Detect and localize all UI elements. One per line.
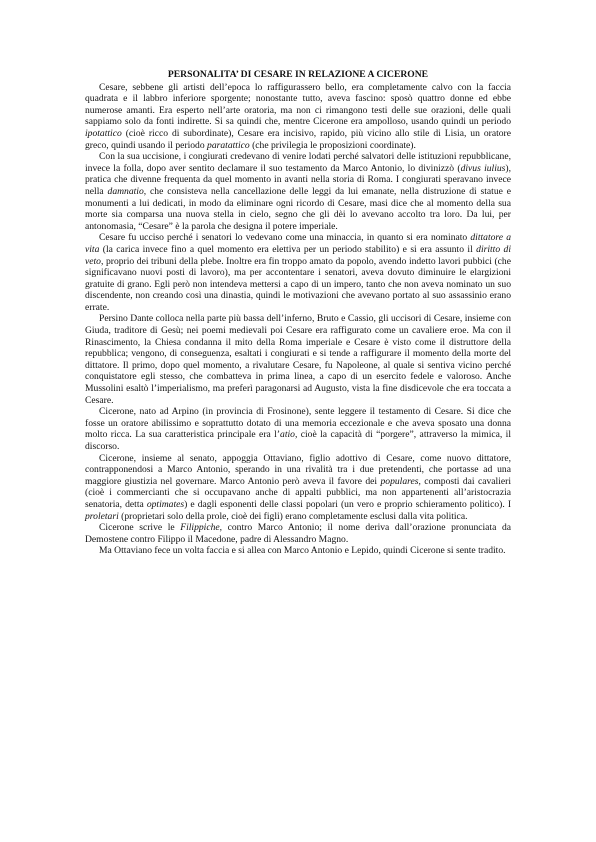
text-run: Cesare fu ucciso perché i senatori lo vedevano come una minaccia, in quanto si era nominato <box>99 232 471 244</box>
text-run: Cicerone, insieme al senato, appoggia Ottaviano, figlio adottivo di Cesare, come nuovo dittatore, contrapponendosi a Marco Antonio, sperando in una rivalità tra i due pretendenti, che portasse ad una maggiore giustizia nel governare. Marco Antonio però aveva il favore dei <box>85 452 511 487</box>
text-run: (la carica invece fino a quel momento era elettiva per un periodo stabilito) e si era assunto il <box>99 243 477 255</box>
text-run: ), pratica che divenne frequenta da quel momento in avanti nella storia di Roma. I congiurati speravano invece nella <box>85 162 511 197</box>
text-run: (cioè ricco di subordinate), Cesare era incisivo, rapido, più vicino allo stile di Lisia, un oratore greco, quindi usando il periodo <box>85 127 511 151</box>
text-run: contro Marco Antonio; il nome deriva dall’orazione pronunciata da Demostene contro Filippo il Macedone, padre di Alessandro Magno. <box>85 522 511 545</box>
paragraph <box>85 406 511 452</box>
text-run: , proprio dei tribuni della plebe. Inoltre era fin troppo amato da popolo, avendo indetto lavori pubbici (che significavano nuovi posti di lavoro), ma per accontentare i senatori, aveva dovuto diminuire le elargizioni gratuite di grano. Egli però non intendeva mettersi a capo di un impero, tanto che non aveva nominato un suo discendente, non creando così una dinastia, quindi le motivazioni che avevano portato al suo assassinio erano errate. <box>85 255 511 313</box>
paragraph <box>85 545 511 557</box>
text-run: (proprietari solo della prole, cioè dei figli) erano completamente esclusi dalla vita politica. <box>118 510 468 522</box>
document-page <box>85 69 511 557</box>
paragraph <box>85 82 511 152</box>
italic-term: damnatio <box>107 185 144 197</box>
text-run: Cicerone, nato ad Arpino (in provincia di Frosinone), sente leggere il testamento di Cesare. Si dice che fosse un oratore abilissimo e soprattutto dotato di una memoria eccezionale e che aveva sposato una donna molto ricca. La sua caratteristica principale era l’ <box>85 406 511 441</box>
italic-term: optimates <box>146 498 185 510</box>
paragraph <box>85 151 511 232</box>
text-run: , cioè la capacità di “porgere”, attraverso la mimica, il discorso. <box>85 429 511 452</box>
italic-term: Filippiche, <box>180 522 223 534</box>
document-title: PERSONALITA’ DI CESARE IN RELAZIONE A CICERONE <box>167 69 429 80</box>
paragraph <box>85 232 511 313</box>
text-run: Con la sua uccisione, i congiurati credevano di venire lodati perché salvatori delle istituzioni repubblicane, invece la folla, dopo aver sentito declamare il suo testamento da Marco Antonio, lo divinizzò ( <box>85 151 511 174</box>
italic-term: dittatore a vita <box>85 232 511 255</box>
text-run: Persino Dante colloca nella parte più bassa dell’inferno, Bruto e Cassio, gli uccisori di Cesare, insieme con Giuda, traditore di Gesù; nei poemi medievali poi Cesare era raffigurato come un cavaliere eroe. Ma con il Rinascimento, la Chiesa condanna il mito della Roma imperiale e Cesare è visto come il distruttore della repubblica; vengono, di conseguenza, esaltati i congiurati e si tende a raffigurare il momento della morte del dittatore. Il primo, dopo quel momento, a rivalutare Cesare, fu Napoleone, al quale si sentiva vicino perché conquistatore egli stesso, che combatteva in prima linea, a capo di un esercito fedele e valoroso. Anche Mussolini esaltò l’imperialismo, ma preferì paragonarsi ad Augusto, vista la fine disdicevole che era toccata a Cesare. <box>85 313 511 406</box>
italic-term: ipotattico <box>85 127 122 139</box>
paragraph <box>85 313 511 406</box>
italic-term: proletari <box>85 510 119 522</box>
text-run: Cicerone scrive le <box>99 522 181 534</box>
text-run: ) e dagli esponenti delle classi popolari (un vero e proprio schieramento politico). I <box>184 498 512 510</box>
italic-term: diritto di veto <box>85 243 512 267</box>
text-run: composti dai cavalieri (cioè i commercianti che si occupavano anche di appalti pubblici, ma non appartenenti all’aristocrazia senatoria, detta <box>85 475 511 510</box>
paragraph <box>85 453 511 523</box>
italic-term: paratattico <box>207 139 250 151</box>
document-body <box>85 82 511 557</box>
italic-term: divus iulius <box>460 162 506 174</box>
italic-term: atio <box>280 429 295 441</box>
paragraph <box>85 522 511 545</box>
text-run: , che consisteva nella cancellazione delle leggi da lui emanate, nella distruzione di statue e monumenti a lui dedicati, in modo da eliminare ogni ricordo di Cesare, masi dice che al momento della sua morte sia comparsa una nuova stella in cielo, segno che gli dèi lo avevano accolto tra loro. Da lui, per antonomasia, “Cesare” è la parola che designa il potere imperiale. <box>85 185 512 232</box>
text-run: Cesare, sebbene gli artisti dell’epoca lo raffigurassero bello, era completamente calvo con la faccia quadrata e il labbro inferiore sporgente; nonostante tutto, aveva fascino: sposò quattro donne ed ebbe numerose amanti. Era esperto nell’arte oratoria, ma non ci rimangono testi delle sue orazioni, delle quali sappiamo solo da fonti indirette. Si sa quindi che, mentre Cicerone era ampolloso, usando quindi un periodo <box>85 81 511 128</box>
italic-term: populares, <box>380 475 421 487</box>
text-run: Ma Ottaviano fece un volta faccia e si allea con Marco Antonio e Lepido, quindi Cicerone si sente tradito. <box>99 545 506 557</box>
text-run: (che privilegia le proposizioni coordinate). <box>249 139 416 151</box>
